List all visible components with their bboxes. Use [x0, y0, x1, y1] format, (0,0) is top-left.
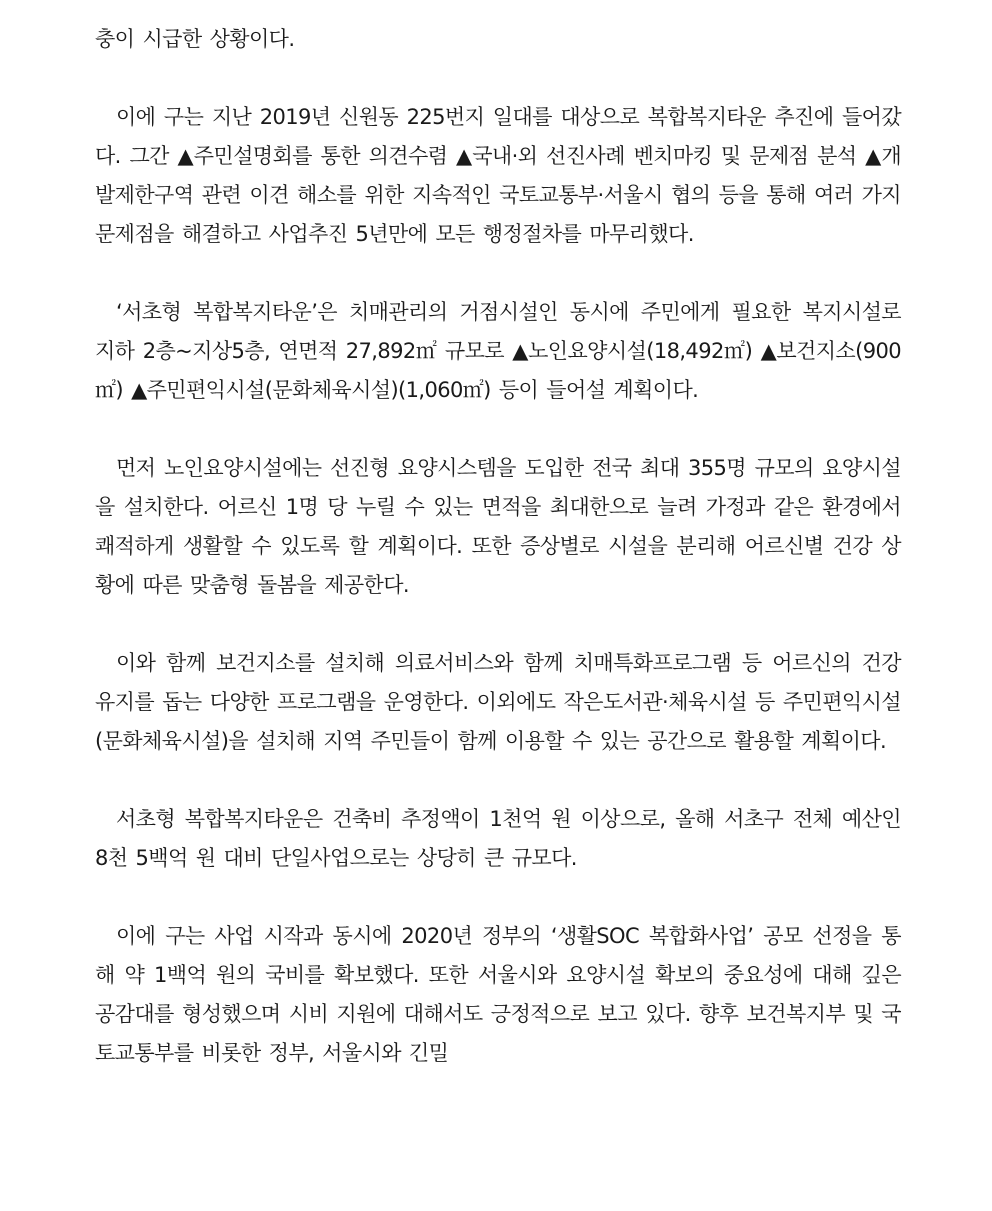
- paragraph-continuation: 충이 시급한 상황이다.: [95, 27, 295, 51]
- paragraph-funding: 이에 구는 사업 시작과 동시에 2020년 정부의 ‘생활SOC 복합화사업’ 공모 선정을 통해 약 1백억 원의 국비를 확보했다. 또한 서울시와 요양시설 확보의 중요성에 대해 깊은 공감대를 형성했으며 시비 지원에 대해서도 긍정적으로 보고 있다. 향후 보건복지부 및 국토교통부를 비롯한 정부, 서울시와 긴밀: [95, 924, 901, 1065]
- paragraph-health-center: 이와 함께 보건지소를 설치해 의료서비스와 함께 치매특화프로그램 등 어르신의 건강 유지를 돕는 다양한 프로그램을 운영한다. 이외에도 작은도서관·체육시설 등 주민편익시설(문화체육시설)을 설치해 지역 주민들이 함께 이용할 수 있는 공간으로 활용할 계획이다.: [95, 651, 901, 753]
- paragraph-project-history: 이에 구는 지난 2019년 신원동 225번지 일대를 대상으로 복합복지타운 추진에 들어갔다. 그간 ▲주민설명회를 통한 의견수렴 ▲국내·외 선진사례 벤치마킹 및 문제점 분석 ▲개발제한구역 관련 이견 해소를 위한 지속적인 국토교통부·서울시 협의 등을 통해 여러 가지 문제점을 해결하고 사업추진 5년만에 모든 행정절차를 마무리했다.: [95, 105, 901, 246]
- paragraph-nursing-facility: 먼저 노인요양시설에는 선진형 요양시스템을 도입한 전국 최대 355명 규모의 요양시설을 설치한다. 어르신 1명 당 누릴 수 있는 면적을 최대한으로 늘려 가정과 같은 환경에서 쾌적하게 생활할 수 있도록 할 계획이다. 또한 증상별로 시설을 분리해 어르신별 건강 상황에 따른 맞춤형 돌봄을 제공한다.: [95, 456, 901, 597]
- paragraph-facility-overview: ‘서초형 복합복지타운’은 치매관리의 거점시설인 동시에 주민에게 필요한 복지시설로 지하 2층~지상5층, 연면적 27,892㎡ 규모로 ▲노인요양시설(18,492㎡) ▲보건지소(900㎡) ▲주민편익시설(문화체육시설)(1,060㎡) 등이 들어설 계획이다.: [95, 300, 901, 402]
- document-page: [95, 0, 901, 1073]
- paragraph-budget-scale: 서초형 복합복지타운은 건축비 추정액이 1천억 원 이상으로, 올해 서초구 전체 예산인 8천 5백억 원 대비 단일사업으로는 상당히 큰 규모다.: [95, 807, 901, 870]
